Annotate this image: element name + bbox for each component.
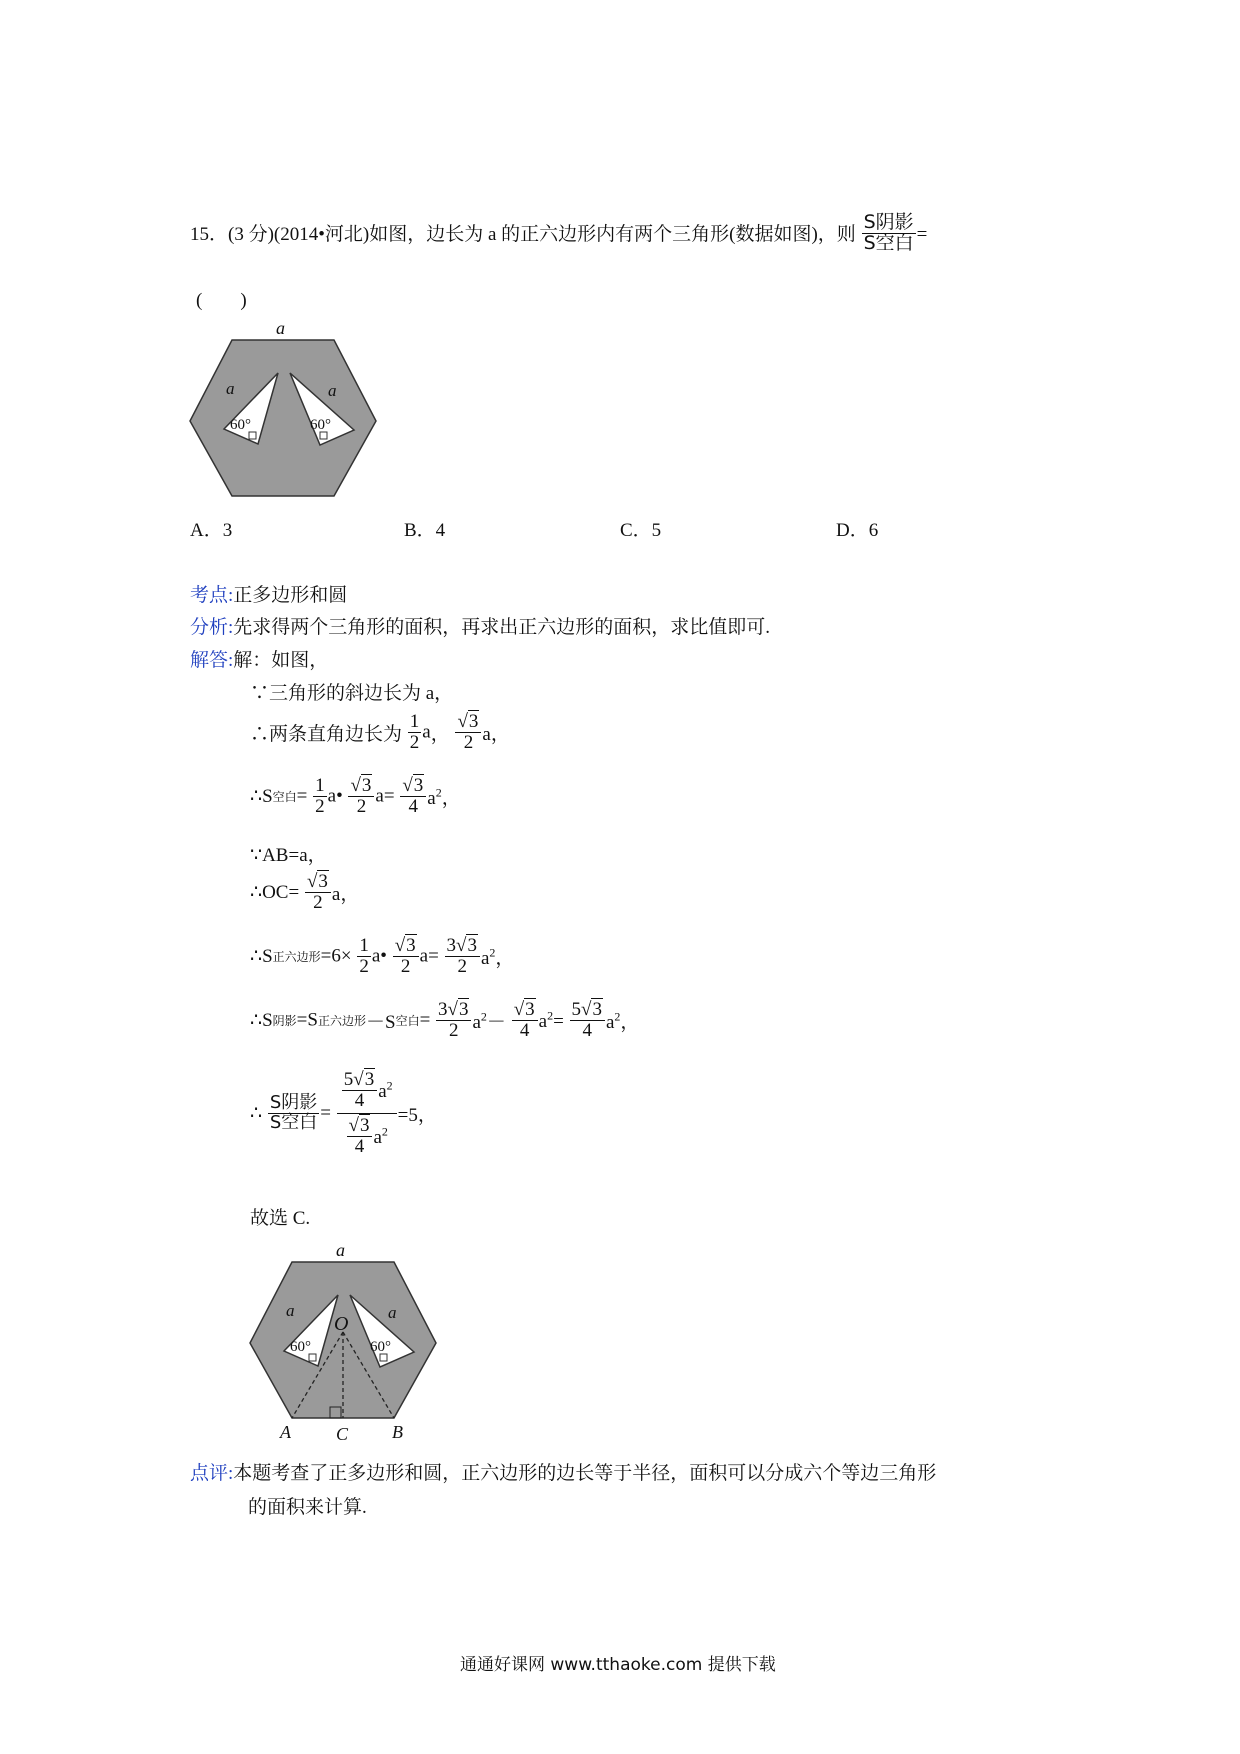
jieda-line <box>190 645 328 672</box>
ratio-denominator: S空白 <box>863 231 914 254</box>
svg-text:a: a <box>286 1301 295 1320</box>
svg-text:60°: 60° <box>290 1339 311 1355</box>
kaodian-text: 正多边形和圆 <box>233 585 348 606</box>
frac-root3-over-2: $\frac{√3}{2}$ <box>455 712 481 753</box>
point-b-label: B <box>392 1422 403 1442</box>
page-footer: 通通好课网 www.tthaoke.com 提供下载 <box>460 1655 776 1675</box>
jieda-text: 解：如图， <box>233 650 329 671</box>
step-1: ∵三角形的斜边长为 a， <box>250 683 454 704</box>
question-text: 15．(3 分)(2014•河北)如图，边长为 a 的正六边形内有两个三角形(数据如图)，则 <box>190 223 856 245</box>
fenxi-tag: 分析: <box>190 617 234 638</box>
option-d[interactable]: D．6 <box>836 520 879 541</box>
right-angle-label: 60° <box>310 417 331 433</box>
ratio-label: $\frac{\text{S阴影}}{\text{S空白}}$ <box>269 1091 318 1133</box>
dianping-tag: 点评: <box>190 1463 234 1484</box>
left-angle-label: 60° <box>230 417 251 433</box>
dianping-line-1 <box>190 1458 936 1485</box>
left-hyp-label: a <box>226 379 235 398</box>
hexagon-figure-2 <box>246 1240 440 1444</box>
hexagon-shape <box>190 340 376 496</box>
fenxi-line <box>190 612 770 639</box>
jieda-tag: 解答: <box>190 650 234 671</box>
option-b[interactable]: B．4 <box>404 520 446 541</box>
hexagon-figure-1 <box>186 318 380 500</box>
frac-half: $\frac{1}{2}$ <box>409 711 420 753</box>
conclusion: 故选 C. <box>250 1208 311 1229</box>
ratio-numerator: S阴影 <box>863 211 914 233</box>
point-a-label: A <box>280 1422 291 1442</box>
step-7: ∴S阴影=S正六边形－S空白= $\frac{3√3}{2}$ $a^2-$ $\frac{√3}{4}$ $a^2=$ $\frac{5√3}{4}$ $a^2$， <box>250 999 640 1041</box>
step-6: ∴S正六边形=6× $\frac{1}{2}$ a• $\frac{√3}{2}$ a= $\frac{3√3}{2}$ $a^2$， <box>250 935 515 977</box>
step-8: ∴ $\frac{\text{S阴影}}{\text{S空白}}$ = $\frac{5√3}{4}$ $a^2$ $\frac{√3}{4}$ $a^2$ =5， <box>250 1069 437 1157</box>
side-label-a: a <box>276 318 285 338</box>
dianping-text-1: 本题考查了正多边形和圆，正六边形的边长等于半径，面积可以分成六个等边三角形 <box>233 1463 937 1484</box>
svg-text:a: a <box>388 1303 397 1322</box>
right-hyp-label: a <box>328 381 337 400</box>
question-ratio <box>862 213 916 254</box>
dianping-line-2: 的面积来计算. <box>248 1497 367 1518</box>
point-c-label: C <box>336 1424 349 1444</box>
step-2: ∴两条直角边长为 $\frac{1}{2}$ a， $\frac{√3}{2}$ a， <box>250 711 510 753</box>
kaodian-line <box>190 580 347 607</box>
question-eq: = <box>916 223 928 245</box>
fenxi-text: 先求得两个三角形的面积，再求出正六边形的面积，求比值即可. <box>233 617 771 638</box>
ratio-big-fraction: $\frac{5√3}{4}$ $a^2$ $\frac{√3}{4}$ $a^2$ <box>337 1070 397 1157</box>
step-3: ∴S空白= $\frac{1}{2}$ a• $\frac{√3}{2}$ a= $\frac{√3}{4}$ $a^2$， <box>250 775 461 817</box>
option-c[interactable]: C．5 <box>620 520 662 541</box>
svg-text:a: a <box>336 1240 345 1260</box>
answer-blank: ( ) <box>196 290 247 311</box>
point-o-label: O <box>334 1313 349 1335</box>
step-5: ∴OC= $\frac{√3}{2}$ a， <box>250 871 360 913</box>
kaodian-tag: 考点: <box>190 585 234 606</box>
svg-text:60°: 60° <box>370 1339 391 1355</box>
option-a[interactable]: A．3 <box>190 520 233 541</box>
step-4: ∵AB=a， <box>250 845 327 866</box>
question-line <box>190 211 928 256</box>
